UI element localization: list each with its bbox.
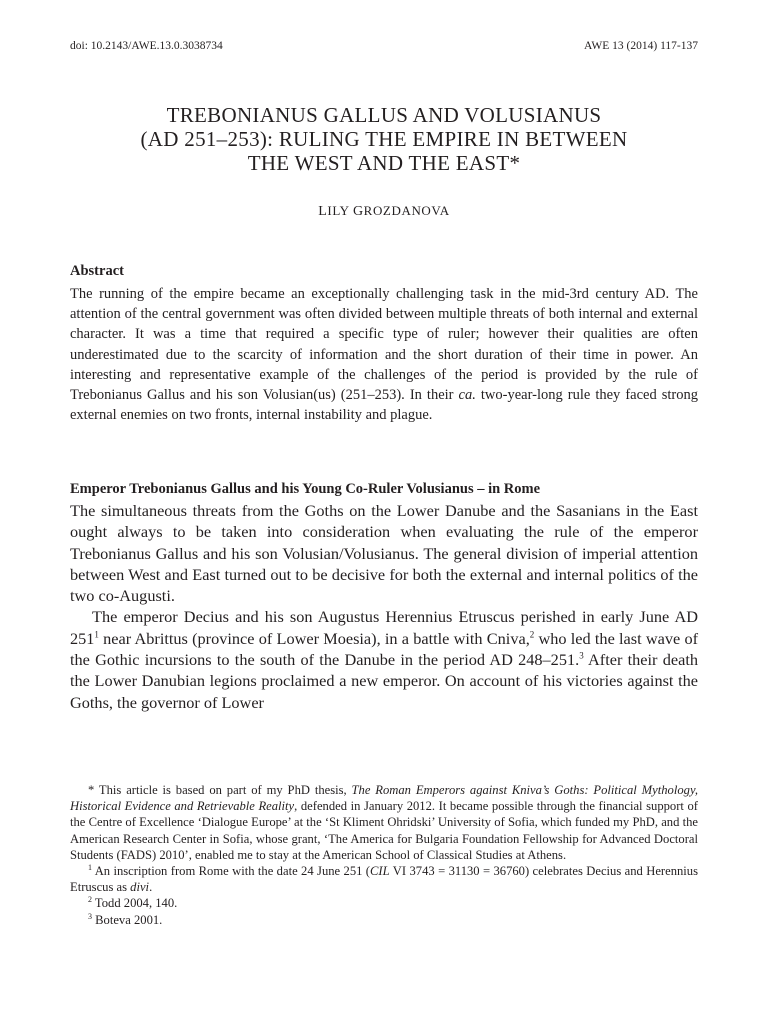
section-heading: Emperor Trebonianus Gallus and his Young Co-Ruler Volusianus – in Rome [70,481,541,497]
abstract-text-end: two-year-long rule they faced strong external enemies on two fronts, internal instability and plague. [70,387,698,424]
footnote-ref-1[interactable]: 1 [94,629,99,640]
author-last-rest: ROZDANOVA [363,203,450,218]
footnote-star-b: , defended in January 2012. It became possible through the financial support of the Centre of Excellence ‘Dialogue Europe’ at the ‘St Kliment Ohridski’ University of Sofia, which funded my PhD, and the American Research Center in Sofia, whose grant, ‘The America for Bulgaria Foundation Fellowship for Advanced Doctoral Students (FADS) 2010’, enabled me to stay at the American School of Classical Studies at Athens. [70,799,698,862]
footnote-star-italic: The Roman Emperors against Kniva’s Goths: Political Mythology, Historical Evidence and Retrievable Reality [70,783,698,814]
footnote-3-text: Boteva 2001. [92,912,163,927]
footnote-3 [70,912,698,928]
author-name [0,203,768,220]
para2-b: near Abrittus (province of Lower Moesia), in a battle with Cniva, [98,628,530,648]
title-line-3: THE WEST AND THE EAST* [247,151,521,175]
article-title [60,103,708,175]
footnote-1-italic-divi: divi [130,880,150,895]
doi-text: doi: 10.2143/AWE.13.0.3038734 [70,40,223,52]
journal-citation: AWE 13 (2014) 117-137 [584,40,698,52]
footnote-2-mark: 2 [88,895,92,905]
footnote-star-a: * This article is based on part of my PhD thesis, [88,783,352,797]
body-text [70,500,698,713]
abstract-heading: Abstract [70,263,124,279]
title-line-2: (AD 251–253): RULING THE EMPIRE IN BETWEEN [140,127,628,151]
running-header [70,40,698,52]
footnote-1 [70,863,698,895]
footnotes [70,782,698,928]
footnote-1-italic-cil: CIL [370,864,390,879]
footnote-2 [70,895,698,911]
author-initial-first: L [318,204,328,219]
footnote-1-b: VI 3743 = 31130 = 36760) celebrates Decius and Herennius Etruscus as [70,864,698,895]
title-line-1: TREBONIANUS GALLUS AND VOLUSIANUS [166,103,602,127]
paragraph-2 [70,606,698,712]
para2-a: The emperor Decius and his son Augustus Herennius Etruscus perished in early June AD 251 [70,607,698,648]
footnote-1-c: . [149,880,153,895]
abstract-italic: ca. [458,387,476,404]
author-initial-last: G [352,204,364,219]
abstract-body [70,284,698,425]
paragraph-1: The simultaneous threats from the Goths on the Lower Danube and the Sasanians in the East ought always to be taken into consideration when evaluating the rule of the emperor Trebonianus Gallus and his son Volusian/Volusianus. The general division of imperial attention between West and East turned out to be decisive for both the external and internal politics of the two co-Augusti. [70,501,698,606]
footnote-star [70,782,698,863]
abstract-text: The running of the empire became an exceptionally challenging task in the mid-3rd century AD. The attention of the central government was often divided between multiple threats of both internal and external character. It was a time that required a specific type of ruler; however their qualities are often underestimated due to the scarcity of information and the short duration of their time in power. An interesting and representative example of the challenges of the period is provided by the rule of Trebonianus Gallus and his son Volusian(us) (251–253). In their [70,286,698,404]
footnote-3-mark: 3 [88,911,92,921]
para2-c: who led the last wave of the Gothic incursions to the south of the Danube in the period AD 248–251. [70,628,699,670]
footnote-ref-2[interactable]: 2 [529,629,535,640]
para2-d: After their death the Lower Danubian legions proclaimed a new emperor. On account of his victories against the Goths, the governor of Lower [70,650,698,712]
footnote-2-text: Todd 2004, 140. [92,896,178,911]
footnote-1-a: An inscription from Rome with the date 24 June 251 ( [92,864,371,879]
author-first-rest: ILY [327,203,350,218]
footnote-1-mark: 1 [88,862,92,872]
footnote-ref-3[interactable]: 3 [579,650,584,661]
